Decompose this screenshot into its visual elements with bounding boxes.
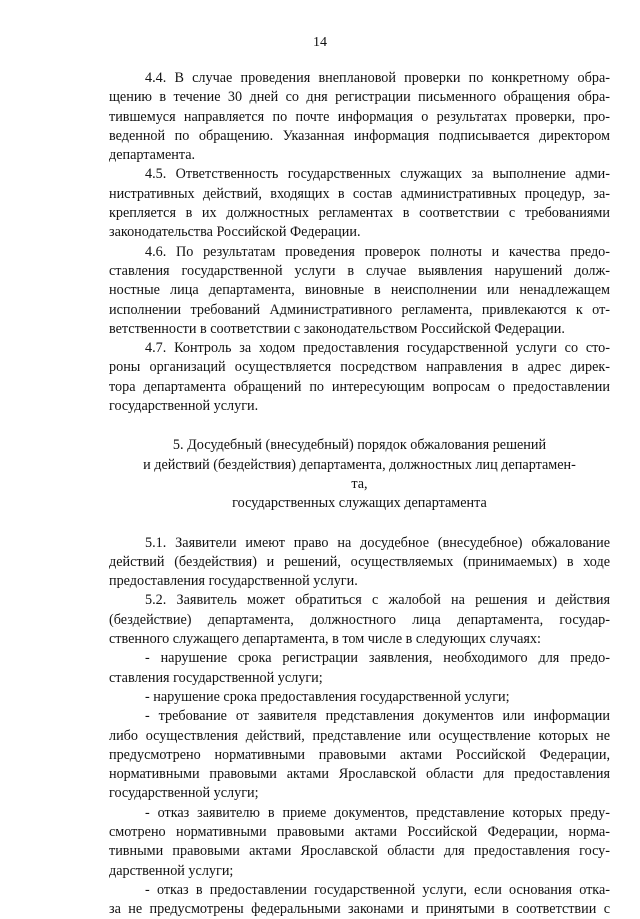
paragraph-p4-7 xyxy=(109,339,610,416)
text-line: крепляется в их должностных регламентах в соответствии с требованиями xyxy=(109,205,610,222)
text-line: - нарушение срока регистрации заявления, необходимого для предо- xyxy=(145,650,610,667)
paragraph-p4-4 xyxy=(109,69,610,165)
text-line: ветственности в соответствии с законодательством Российской Федерации. xyxy=(109,320,565,337)
text-line: 4.5. Ответственность государственных служащих за выполнение адми- xyxy=(145,166,610,183)
list-item-item1 xyxy=(109,649,610,688)
text-line: нормативными правовыми актами Ярославской области для предоставления xyxy=(109,766,610,783)
text-line: 5.1. Заявители имеют право на досудебное (внесудебное) обжалование xyxy=(145,534,610,551)
text-line: государственных служащих департамента xyxy=(232,495,487,512)
text-line: ставления государственной услуги; xyxy=(109,669,323,686)
text-line: 4.4. В случае проведения внеплановой проверки по конкретному обра- xyxy=(145,70,610,86)
text-line: государственной услуги; xyxy=(109,785,259,802)
text-line: щению в течение 30 дней со дня регистрации письменного обращения обра- xyxy=(109,89,610,106)
text-line: нистративных действий, входящих в состав административных процедур, за- xyxy=(109,185,610,202)
section-heading-heading5 xyxy=(109,436,610,513)
text-line: тившемуся направляется по почте информация о результатах проверки, про- xyxy=(109,108,610,125)
text-line: департамента. xyxy=(109,147,196,164)
text-line: веденной по обращению. Указанная информация подписывается директором xyxy=(109,127,610,144)
text-line: предоставления государственной услуги. xyxy=(109,573,358,590)
paragraph-p5-1 xyxy=(109,534,610,592)
text-line: дарственной услуги; xyxy=(109,862,234,879)
list-item-item2 xyxy=(109,688,610,707)
page-number: 14 xyxy=(313,35,327,50)
text-line: 5. Досудебный (внесудебный) порядок обжалования решений xyxy=(172,437,547,454)
text-line: тора департамента обращений по интересующим вопросам о предоставлении xyxy=(109,378,610,395)
section-spacer xyxy=(109,416,610,436)
text-line: - отказ заявителю в приеме документов, представление которых преду- xyxy=(145,804,610,821)
list-item-item3 xyxy=(109,707,610,803)
text-line: 4.7. Контроль за ходом предоставления государственной услуги со сто- xyxy=(145,340,610,357)
text-line: законодательства Российской Федерации. xyxy=(109,224,361,241)
text-line: ставления государственной услуги в случае выявления нарушений долж- xyxy=(109,262,610,279)
paragraph-p5-2 xyxy=(109,591,610,649)
text-line: та, xyxy=(351,475,368,492)
paragraph-p4-5 xyxy=(109,165,610,242)
text-line: - отказ в предоставлении государственной услуги, если основания отка- xyxy=(145,881,610,898)
text-line: исполнении требований Административного регламента, привлекаются к от- xyxy=(109,301,610,318)
document-body xyxy=(109,69,610,919)
text-line: и действий (бездействия) департамента, должностных лиц департамен- xyxy=(143,456,576,473)
list-item-item5 xyxy=(109,881,610,919)
paragraph-p4-6 xyxy=(109,243,610,339)
list-item-item4 xyxy=(109,804,610,881)
text-line: роны организаций осуществляется посредством направления в адрес дирек- xyxy=(109,359,610,376)
text-line: 4.6. По результатам проведения проверок полноты и качества предо- xyxy=(145,243,610,260)
text-line: тивными правовыми актами Ярославской области для предоставления госу- xyxy=(109,843,610,860)
text-line: смотрено нормативными правовыми актами Российской Федерации, норма- xyxy=(109,823,610,840)
text-line: ственного служащего департамента, в том числе в следующих случаях: xyxy=(109,631,541,648)
section-spacer xyxy=(109,514,610,534)
text-line: 5.2. Заявитель может обратиться с жалобой на решения и действия xyxy=(145,592,610,609)
text-line: либо осуществления действий, представление или осуществление которых не xyxy=(109,727,610,744)
text-line: предусмотрено нормативными правовыми актами Российской Федерации, xyxy=(109,746,610,763)
text-line: (бездействие) департамента, должностного лица департамента, государ- xyxy=(109,611,610,628)
text-line: государственной услуги. xyxy=(109,398,259,415)
text-line: - требование от заявителя представления документов или информации xyxy=(145,708,610,725)
text-line: за не предусмотрены федеральными законами и принятыми в соответствии с xyxy=(109,901,610,918)
text-line: ностные лица департамента, виновные в неисполнении или ненадлежащем xyxy=(109,282,610,299)
text-line: действий (бездействия) и решений, осуществляемых (принимаемых) в ходе xyxy=(109,553,610,570)
text-line: - нарушение срока предоставления государственной услуги; xyxy=(145,688,510,705)
